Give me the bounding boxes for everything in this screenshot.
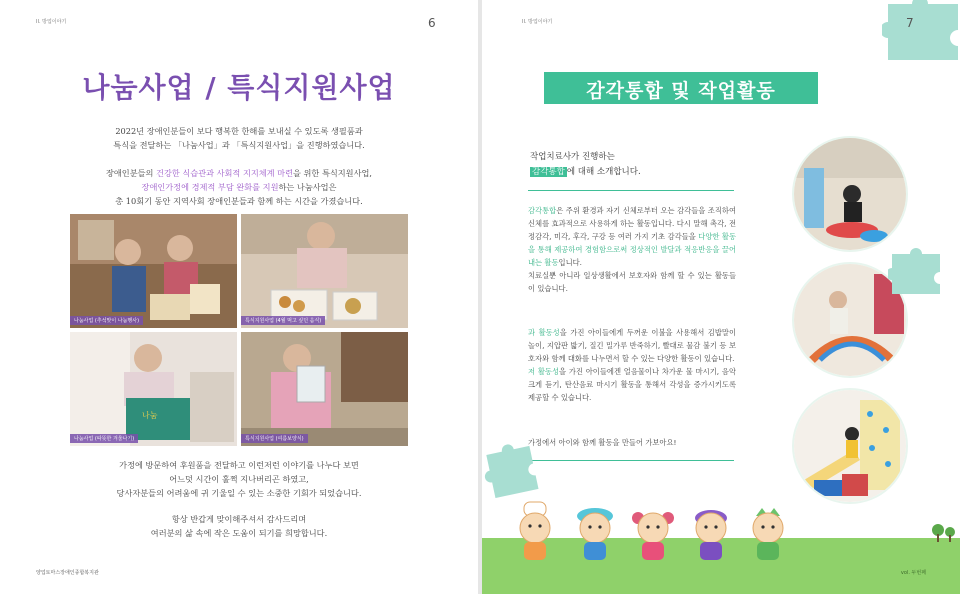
footer-left: 양업토마스장애인종합복지관	[36, 570, 99, 576]
running-head-right: II. 방업이야기	[522, 19, 553, 25]
intro-line: 특식을 전달하는 「나눔사업」과 「특식지원사업」을 진행하였습니다.	[113, 140, 365, 150]
photo-meal-april	[241, 214, 408, 328]
puzzle-piece-icon	[888, 246, 944, 298]
outro-line: 당사자분들의 어려움에 귀 기울일 수 있는 소중한 기회가 되었습니다.	[116, 488, 362, 498]
photo-caption: 특식지원사업 (4월 먹고 싶던 음식)	[241, 316, 325, 325]
intro-line-1: 작업치료사가 진행하는	[530, 152, 615, 162]
page-number-right: 7	[906, 16, 914, 30]
closing-line: 가정에서 아이와 함께 활동을 만들어 가보아요!	[528, 438, 677, 447]
support-line-2: 장애인가정에 경제적 부담 완화를 지원하는 나눔사업은	[141, 182, 337, 192]
intro-paragraph	[40, 124, 438, 152]
intro-line: 2022년 장애인분들이 보다 행복한 한해를 보내실 수 있도록 생필품과	[115, 126, 363, 136]
cartoon-characters	[512, 498, 812, 568]
character-pigtail-girl-icon	[632, 512, 674, 560]
intro-block	[530, 150, 641, 180]
photo-caption: 특식지원사업 (여름보양식)	[241, 434, 308, 443]
character-chef-icon	[520, 502, 550, 560]
intro-line-2: 감각통합 에 대해 소개합니다.	[532, 167, 641, 177]
puzzle-piece-icon	[484, 440, 540, 498]
thanks-paragraph	[40, 512, 438, 540]
support-line-1: 장애인분들의 건강한 식습관과 사회적 지지체계 마련을 위한 특식지원사업,	[105, 168, 373, 178]
thanks-line: 항상 반갑게 맞이해주셔서 감사드리며	[171, 514, 307, 524]
svg-text:나눔: 나눔	[142, 411, 158, 420]
support-line-3: 총 10회기 동안 지역사회 장애인분들과 함께 하는 시간을 가졌습니다.	[115, 196, 363, 206]
character-hat-girl-icon	[577, 508, 613, 560]
page-title-left: 나눔사업 / 특식지원사업	[82, 71, 396, 104]
outro-line: 가정에 방문하여 후원품을 전달하고 이런저런 이야기를 나누다 보면	[119, 460, 359, 470]
page-title-right: 감각통합 및 작업활동	[586, 80, 776, 102]
right-page	[482, 0, 960, 594]
character-purple-girl-icon	[695, 510, 727, 560]
page-number-left: 6	[428, 16, 436, 30]
photo-caption: 나눔사업 (추석맞이 나눔행사)	[70, 316, 143, 325]
photo-caption: 나눔사업 (따뜻한 겨울나기)	[70, 434, 138, 443]
thanks-line: 여러분의 삶 속에 작은 도움이 되기를 희망합니다.	[150, 528, 328, 538]
photo-sharing-winter	[70, 332, 237, 446]
photo-sharing-chuseok	[70, 214, 237, 328]
divider-bottom	[528, 460, 734, 461]
photo-circle-swing	[792, 136, 908, 252]
character-dino-boy-icon	[753, 508, 783, 560]
running-head-left: II. 방업이야기	[36, 19, 67, 25]
left-page	[0, 0, 478, 594]
tree-icon	[930, 522, 958, 542]
paragraph-activity: 과 활동성을 가진 아이들에게 두꺼운 이불을 사용해서 김밥말이 놀이, 지압판 밟기, 질긴 밀가루 반죽하기, 빨대로 물감 불기 등 보호자와 함께 대화를 나누면서 할 수 있는 다양한 활동이 있습니다. 저 활동성을 가진 아이들에겐 얼음물이나 차가운 물 마시기, 음악 크게 듣기, 탄산음료 마시기 활동을 통해서 각성을 증가시키도록 제공할 수 있습니다.	[528, 328, 736, 402]
puzzle-piece-icon	[882, 0, 960, 64]
intro-tag: 감각통합	[532, 167, 565, 177]
photo-summer-food	[241, 332, 408, 446]
outro-paragraph	[40, 458, 438, 500]
footer-right: vol. 두번째	[900, 570, 926, 576]
paragraph-sensory: 감각통합은 주위 환경과 자기 신체로부터 오는 감각들을 조직하여 신체를 효과적으로 사용하게 하는 활동입니다. 다시 말해 촉각, 전정감각, 미각, 후각, 구강 등 여러 가지 기초 감각들을 다양한 활동을 통해 제공하여 경험함으로써 정상적인 발달과 적응반응을 끌어내는 활동입니다. 치료실뿐 아니라 일상생활에서 보호자와 함께 할 수 있는 활동들이 있습니다.	[528, 206, 736, 293]
photo-grid	[70, 214, 408, 446]
support-paragraph	[40, 166, 438, 208]
divider-top	[528, 190, 734, 191]
outro-line: 어느덧 시간이 훌쩍 지나버리곤 하였고,	[169, 474, 309, 484]
photo-circle-climbing	[792, 388, 908, 504]
